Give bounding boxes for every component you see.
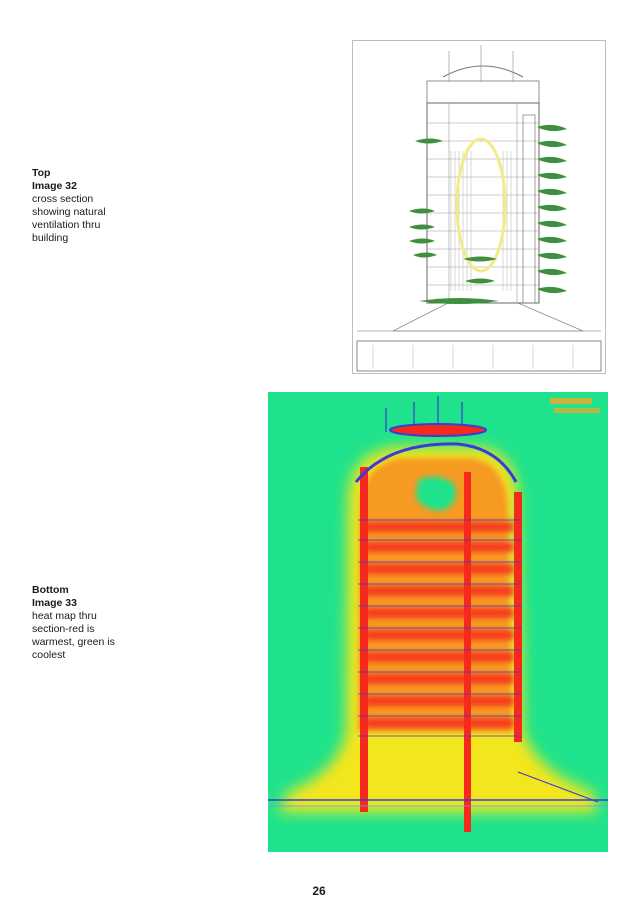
caption-bottom-line: warmest, green is	[32, 636, 115, 648]
building-section-icon	[353, 41, 605, 373]
caption-top-line: showing natural	[32, 206, 106, 218]
caption-top-line: building	[32, 232, 69, 244]
caption-bottom-position: Bottom	[32, 584, 69, 596]
caption-bottom	[32, 584, 122, 662]
caption-top-line: cross section	[32, 193, 94, 205]
caption-top-image-label: Image 32	[32, 180, 77, 192]
building-section-drawing	[352, 40, 606, 374]
caption-top	[32, 167, 122, 245]
thermal-heat-map	[268, 392, 608, 852]
page-number: 26	[312, 884, 326, 898]
caption-bottom-image-label: Image 33	[32, 597, 77, 609]
heat-map-icon	[268, 392, 608, 852]
caption-bottom-line: coolest	[32, 649, 66, 661]
caption-bottom-line: section-red is	[32, 623, 95, 635]
caption-bottom-line: heat map thru	[32, 610, 97, 622]
caption-top-position: Top	[32, 167, 51, 179]
caption-top-line: ventilation thru	[32, 219, 101, 231]
